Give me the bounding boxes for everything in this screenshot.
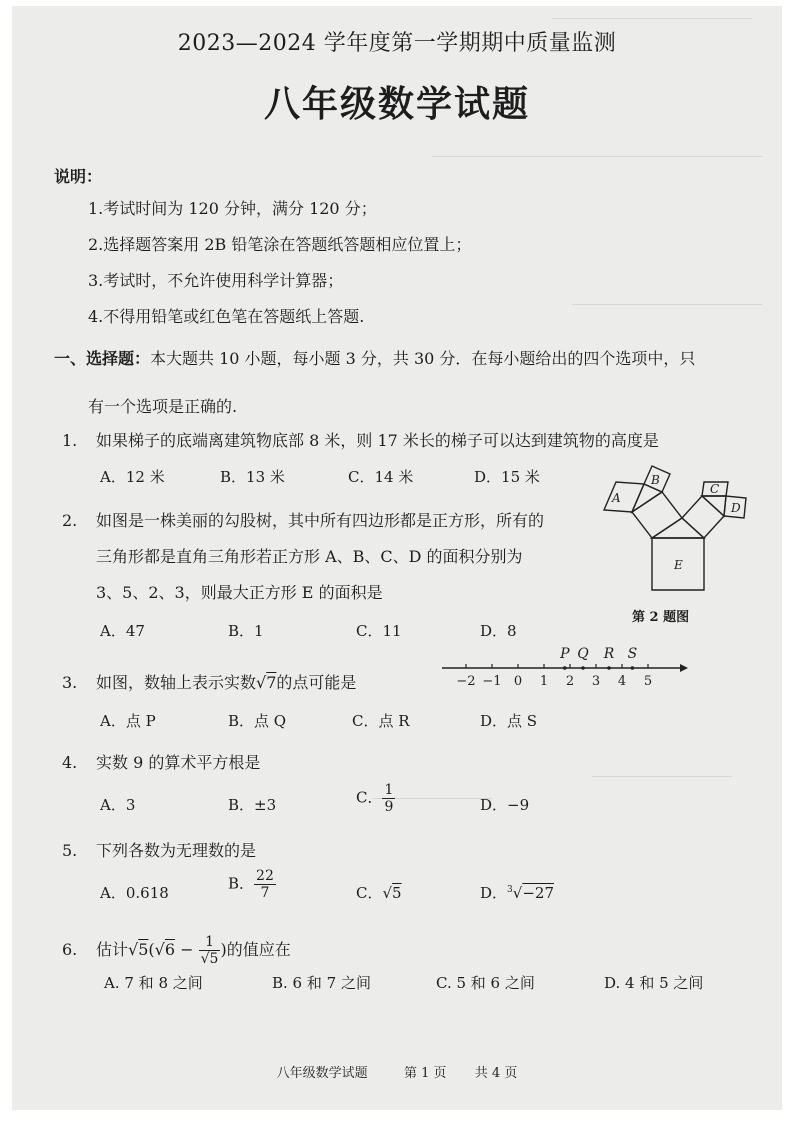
exam-paper	[12, 6, 782, 1110]
option-d: D. 4 和 5 之间	[604, 974, 704, 992]
option-b: B．1	[228, 622, 264, 640]
question-stem-cont: 三角形都是直角三角形若正方形 A、B、C、D 的面积分别为	[96, 547, 523, 566]
fraction: $\frac{1}{9}$	[384, 782, 394, 815]
option-b: B． $\frac{22}{7}$	[228, 868, 274, 901]
question-stem: 如图，数轴上表示实数	[96, 673, 257, 692]
pythagoras-tree-figure	[600, 456, 750, 602]
option-d: D．8	[480, 622, 517, 640]
label-a: A	[612, 491, 621, 505]
instruction-item: 3.考试时，不允许使用科学计算器；	[88, 271, 344, 290]
label-d: D	[731, 501, 741, 515]
bleed-through-line	[552, 18, 752, 19]
question-4: 4. 实数 9 的算术平方根是	[62, 753, 261, 772]
option-c: C．14 米	[348, 468, 414, 486]
question-stem: 实数 9 的算术平方根是	[96, 753, 261, 772]
number-line-point	[631, 666, 635, 670]
number-line-figure	[440, 636, 690, 692]
section-heading	[54, 346, 695, 369]
bleed-through-line	[432, 156, 762, 157]
label-c: C	[710, 482, 720, 496]
triangle-left	[632, 484, 662, 512]
number-line-tick-label: 5	[643, 674, 653, 689]
footer-page: 第 1 页	[403, 1066, 447, 1081]
number-line-point	[581, 666, 585, 670]
label-e: E	[674, 558, 683, 572]
number-line-point-label: R	[603, 646, 615, 662]
number-line-tick-label: 1	[539, 674, 549, 689]
number-line-point	[563, 666, 567, 670]
section-description-cont: 有一个选项是正确的.	[88, 397, 238, 416]
question-1: 1. 如果梯子的底端离建筑物底部 8 米，则 17 米长的梯子可以达到建筑物的高度是	[62, 431, 659, 450]
question-stem: 如图是一株美丽的勾股树，其中所有四边形都是正方形，所有的	[96, 511, 545, 530]
number-line-point	[607, 666, 611, 670]
instruction-item: 2.选择题答案用 2B 铅笔涂在答题纸答题相应位置上；	[88, 235, 472, 254]
question-2: 2. 如图是一株美丽的勾股树，其中所有四边形都是正方形，所有的	[62, 511, 545, 530]
section-description: 本大题共 10 小题，每小题 3 分，共 30 分．在每小题给出的四个选项中，只	[150, 349, 696, 368]
number-line-tick-label: −2	[456, 674, 476, 689]
option-a: A．0.618	[100, 884, 169, 902]
square-left	[632, 492, 682, 538]
question-stem: 估计	[96, 940, 129, 959]
bleed-through-line	[572, 304, 762, 305]
question-3: 3. 如图，数轴上表示实数√7的点可能是	[62, 673, 357, 692]
question-stem: 下列各数为无理数的是	[96, 841, 257, 860]
footer-title: 八年级数学试题	[276, 1066, 368, 1081]
option-a: A．点 P	[100, 712, 156, 730]
label-b: B	[651, 473, 660, 487]
option-a: A．12 米	[100, 468, 165, 486]
option-d: D．点 S	[480, 712, 538, 730]
option-c: C．点 R	[352, 712, 410, 730]
question-stem-end: 的点可能是	[276, 673, 357, 692]
page-title: 八年级数学试题	[263, 83, 530, 125]
option-a: A．47	[100, 622, 145, 640]
number-line-point-label: Q	[577, 646, 589, 662]
triangle-right	[702, 496, 726, 516]
page-footer	[12, 1062, 782, 1081]
number-line-point-label: P	[560, 646, 570, 662]
number-line-tick-label: 3	[591, 674, 601, 689]
option-c: C． $\frac{1}{9}$	[356, 782, 394, 815]
number-line-tick-label: 0	[513, 674, 523, 689]
option-b: B．13 米	[220, 468, 285, 486]
question-5: 5. 下列各数为无理数的是	[62, 841, 257, 860]
option-d: D．$^3$√−27	[480, 884, 554, 902]
instruction-item: 1.考试时间为 120 分钟，满分 120 分；	[88, 199, 377, 218]
footer-total: 共 4 页	[474, 1066, 518, 1081]
question-stem-cont: 3、5、2、3，则最大正方形 E 的面积是	[96, 583, 383, 602]
question-6: 6. 估计√5(√6 − $\frac{1}{√5}$ )的值应在	[62, 934, 291, 967]
square-right	[682, 496, 724, 538]
number-line-tick-label: 4	[617, 674, 627, 689]
option-a: A．3	[100, 796, 136, 814]
option-b: B. 6 和 7 之间	[272, 974, 371, 992]
instructions-heading: 说明：	[54, 167, 103, 186]
option-b: B．±3	[228, 796, 277, 814]
fraction: $\frac{22}{7}$	[256, 868, 274, 901]
option-b: B．点 Q	[228, 712, 287, 730]
option-d: D．15 米	[474, 468, 540, 486]
sqrt-expression: √7	[256, 673, 277, 692]
option-d: D．−9	[480, 796, 530, 814]
number-line-point-label: S	[627, 646, 638, 662]
option-c: C. 5 和 6 之间	[436, 974, 535, 992]
number-line-tick-label: −1	[482, 674, 502, 689]
figure-caption: 第 2 题图	[632, 610, 690, 625]
question-stem: 如果梯子的底端离建筑物底部 8 米，则 17 米长的梯子可以达到建筑物的高度是	[96, 431, 659, 450]
option-c: C．√5	[356, 884, 402, 902]
option-c: C．11	[356, 622, 402, 640]
bleed-through-line	[592, 776, 732, 777]
exam-subtitle: 2023—2024 学年度第一学期期中质量监测	[177, 31, 617, 56]
option-a: A. 7 和 8 之间	[104, 974, 203, 992]
number-line-tick-label: 2	[565, 674, 575, 689]
instruction-item: 4.不得用铅笔或红色笔在答题纸上答题.	[88, 307, 365, 326]
section-title: 一、选择题：	[54, 349, 151, 368]
question-stem-end: 的值应在	[226, 940, 291, 959]
expression: √5(√6 − $\frac{1}{√5}$ )	[128, 934, 227, 967]
